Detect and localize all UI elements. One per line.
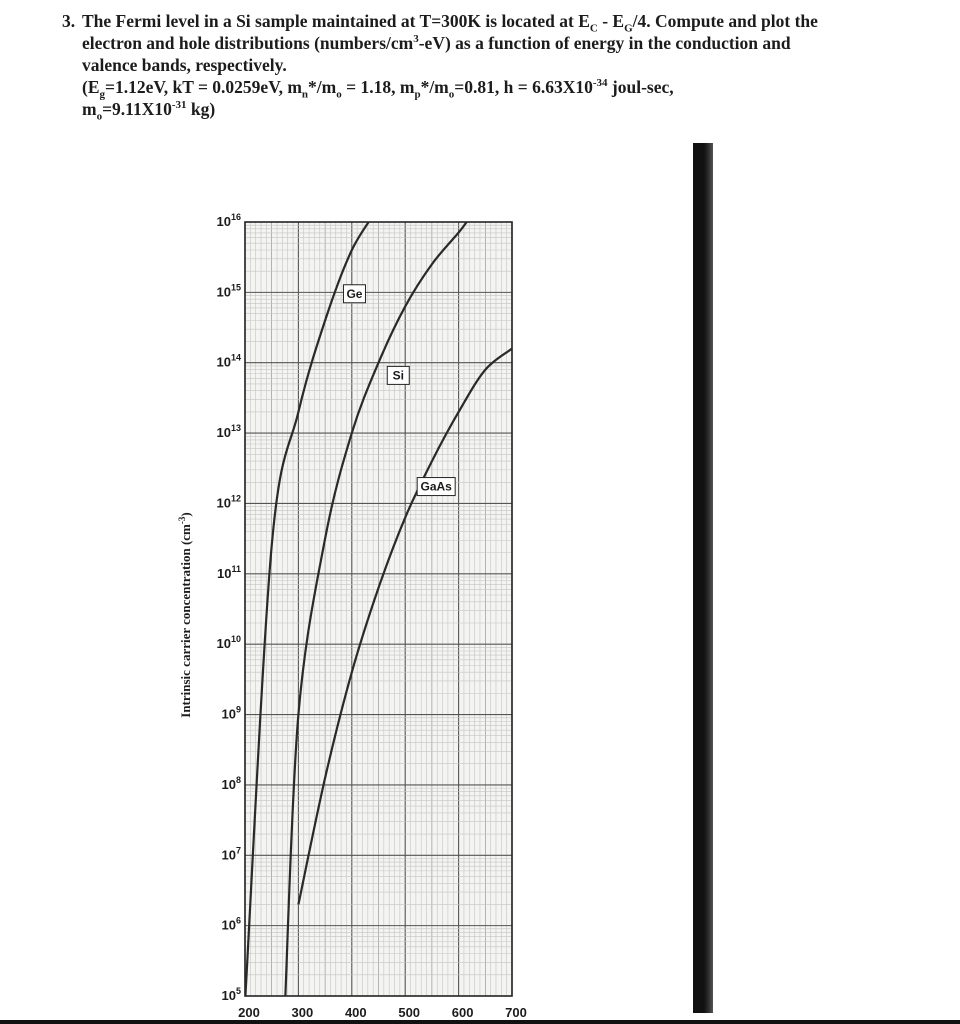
series-label-text: Ge — [346, 286, 363, 301]
problem-line-3: valence bands, respectively. — [82, 55, 287, 75]
x-tick-label: 700 — [505, 1005, 527, 1020]
series-label-text: Si — [392, 368, 404, 383]
y-tick-label: $10^{10}$ — [216, 634, 241, 652]
x-tick-label: 500 — [398, 1005, 421, 1020]
series-label-text: GaAs — [420, 479, 452, 494]
x-tick-label: 600 — [451, 1005, 474, 1020]
problem-number: 3. — [62, 11, 76, 31]
problem-line-1: 3. The Fermi level in a Si sample maintained at T=300K is located at $E_C - E_G/4$. Compute and plot the — [62, 11, 818, 35]
y-tick-label: $10^9$ — [221, 704, 241, 722]
y-axis-ticks — [217, 212, 241, 1003]
y-tick-label: $10^6$ — [221, 915, 241, 933]
y-tick-label: $10^{11}$ — [217, 563, 241, 581]
y-axis-label: Intrinsic carrier concentration $(cm^{-3})$ — [177, 512, 193, 718]
x-tick-label: 400 — [344, 1005, 367, 1020]
y-tick-label: $10^8$ — [221, 774, 241, 792]
y-tick-label: $10^5$ — [221, 986, 241, 1003]
series-label-ge — [343, 285, 365, 303]
problem-given-values-line-2: $m_o=9.11X10^{-31}$ kg) — [82, 99, 216, 123]
y-tick-label: $10^{14}$ — [216, 352, 241, 370]
scan-shadow-bar — [693, 143, 713, 1013]
series-label-gaas — [417, 478, 455, 496]
y-tick-label: $10^{16}$ — [216, 212, 241, 229]
x-tick-label: 200 — [238, 1005, 260, 1020]
y-tick-label: $10^{12}$ — [216, 493, 241, 511]
chart-grid — [245, 222, 512, 996]
y-tick-label: $10^{13}$ — [216, 423, 241, 441]
y-tick-label: $10^{15}$ — [216, 282, 241, 300]
bottom-edge-rule — [0, 1020, 960, 1024]
problem-given-values-line-1: ($E_g=1.12eV$, kT = 0.0259eV, $m_n*/m_o = 1.18$, $m_p*/m_o=0.81$, $h = 6.63X10^{-34}$ joul-sec, — [82, 77, 674, 101]
problem-line-2: electron and hole distributions $(numbers/cm^3-eV)$ as a function of energy in the conduction and — [82, 33, 791, 53]
series-label-si — [387, 366, 409, 384]
x-axis-ticks — [238, 1005, 527, 1020]
x-tick-label: 300 — [291, 1005, 314, 1020]
y-tick-label: $10^7$ — [221, 845, 241, 863]
